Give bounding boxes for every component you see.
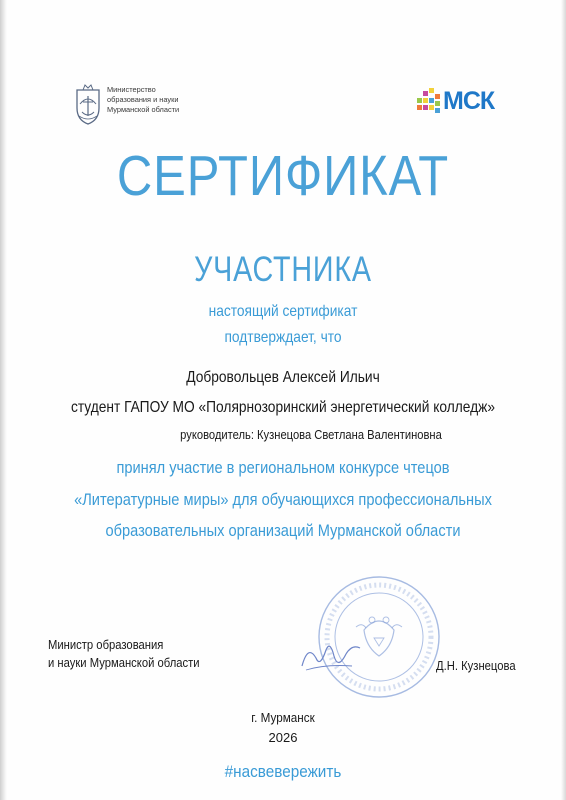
ministry-line: Министерство (107, 85, 156, 94)
certificate-title: СЕРТИФИКАТ (116, 144, 450, 208)
issue-year: 2026 (268, 730, 298, 745)
msk-logo-text: МСК (443, 87, 495, 115)
scan-edge-left (0, 0, 7, 800)
signer-position-line-1: Министр образования (48, 638, 164, 652)
intro-line-2: подтверждает, что (224, 329, 342, 346)
recipient-name: Добровольцев Алексей Ильич (186, 369, 380, 386)
pixel-blocks-icon (415, 86, 445, 116)
handwritten-signature (296, 636, 366, 676)
ministry-name (107, 85, 179, 115)
intro-line-1: настоящий сертификат (208, 303, 358, 320)
ministry-line: образования и науки (107, 95, 179, 104)
recipient-info: студент ГАПОУ МО «Полярнозоринский энергетический колледж» (70, 399, 496, 416)
certificate-subtitle: УЧАСТНИКА (194, 250, 372, 289)
scan-edge-right (561, 0, 566, 800)
issue-city: г. Мурманск (251, 710, 315, 725)
signer-position-line-2: и науки Мурманской области (48, 656, 200, 670)
ministry-logo-block (74, 80, 204, 130)
body-line-2: «Литературные миры» для обучающихся профессиональных (74, 490, 492, 509)
mentor-line: руководитель: Кузнецова Светлана Валентиновна (180, 427, 442, 442)
ministry-line: Мурманской области (107, 105, 180, 114)
body-line-1: принял участие в региональном конкурсе чтецов (116, 458, 450, 477)
msk-logo (415, 86, 511, 116)
signer-name: Д.Н. Кузнецова (436, 659, 516, 673)
signer-position (48, 636, 200, 672)
body-line-3: образовательных организаций Мурманской области (105, 521, 461, 540)
campaign-hashtag: #насвевережить (224, 762, 342, 781)
murmansk-crest-icon (74, 82, 102, 126)
